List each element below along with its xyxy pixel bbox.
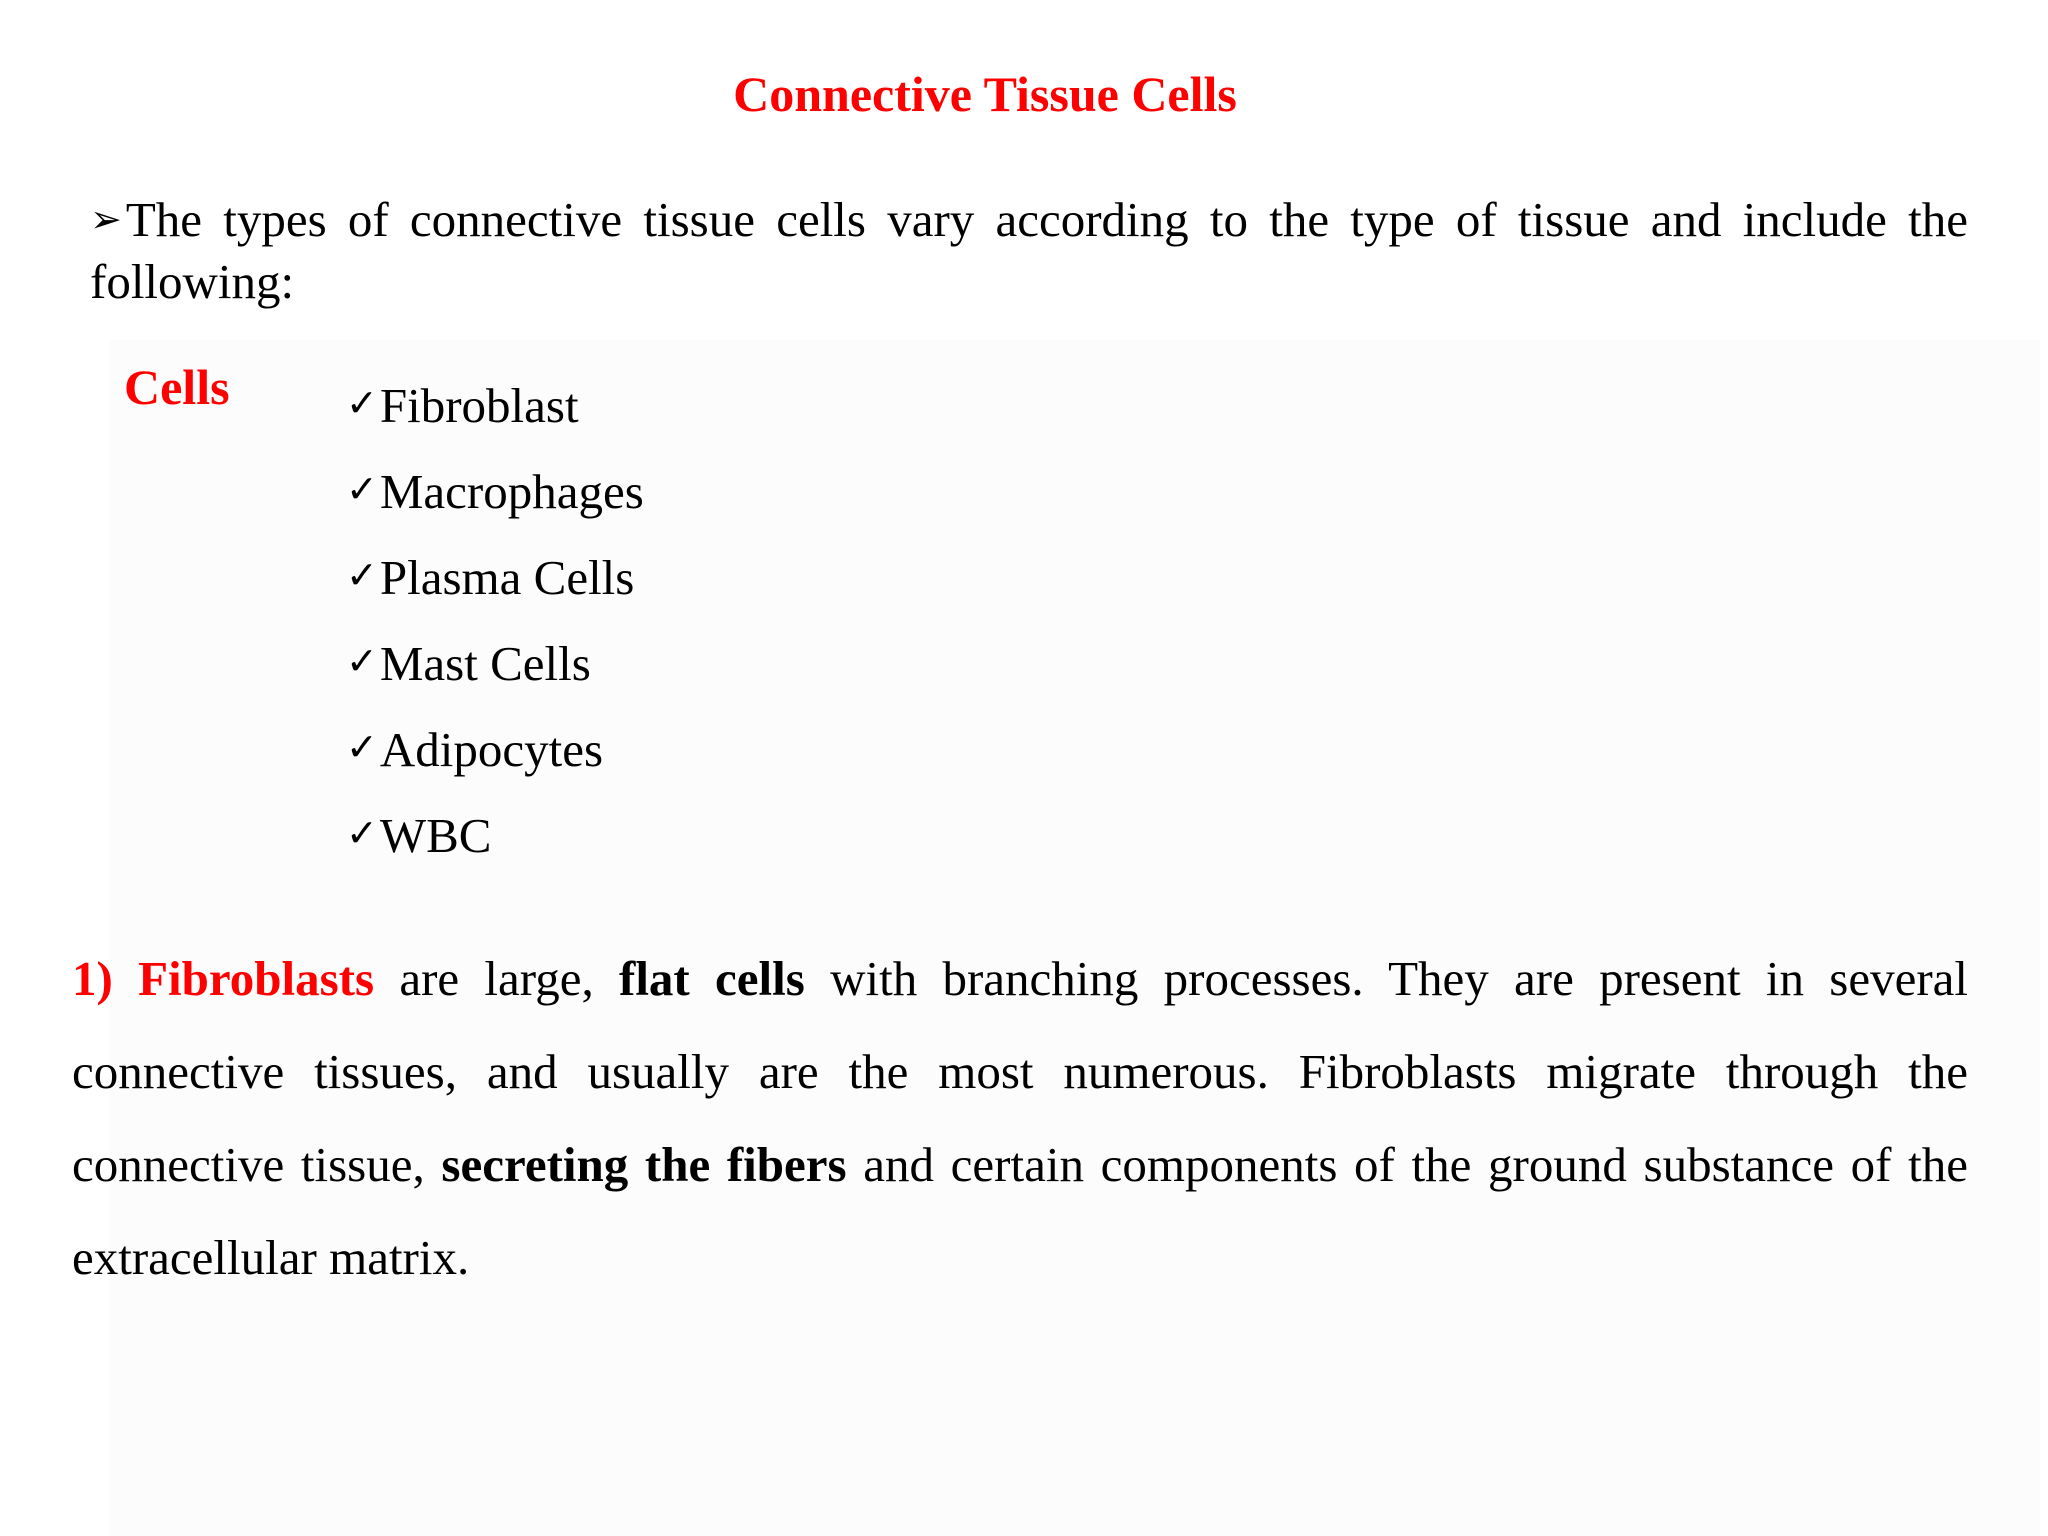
- list-item: [346, 803, 644, 889]
- fibroblast-paragraph: [72, 932, 1968, 1304]
- paragraph-emphasis: flat cells: [619, 951, 805, 1006]
- intro-text: The types of connective tissue cells vary according to the type of tissue and include the following:: [90, 192, 1968, 309]
- cell-list: [346, 373, 644, 889]
- cell-name: WBC: [379, 808, 492, 863]
- paragraph-emphasis: secreting the fibers: [441, 1137, 847, 1192]
- paragraph-text: and certain components of the ground substance of the extracellular matrix.: [72, 1137, 1968, 1285]
- cells-label: Cells: [124, 359, 230, 415]
- cell-name: Adipocytes: [379, 722, 604, 777]
- checkmark-icon: ✓: [346, 467, 378, 511]
- cell-name: Fibroblast: [379, 378, 579, 433]
- checkmark-icon: ✓: [346, 381, 378, 425]
- cell-name: Plasma Cells: [379, 550, 635, 605]
- paragraph-text: are large,: [374, 951, 619, 1006]
- list-item: [346, 631, 644, 717]
- list-item: [346, 717, 644, 803]
- paragraph-lead: 1) Fibroblasts: [72, 951, 375, 1006]
- slide-title: Connective Tissue Cells: [733, 66, 1237, 122]
- checkmark-icon: ✓: [346, 725, 378, 769]
- paragraph-text: with branching processes. They are present in several connective tissues, and usually are the most numerous. Fibroblasts migrate through the connective tissue,: [72, 951, 1968, 1192]
- checkmark-icon: ✓: [346, 811, 378, 855]
- list-item: [346, 373, 644, 459]
- arrow-bullet-icon: ➢: [90, 197, 122, 241]
- checkmark-icon: ✓: [346, 639, 378, 683]
- list-item: [346, 459, 644, 545]
- cell-name: Macrophages: [379, 464, 644, 519]
- cell-name: Mast Cells: [379, 636, 591, 691]
- list-item: [346, 545, 644, 631]
- checkmark-icon: ✓: [346, 553, 378, 597]
- intro-bullet: [90, 188, 1968, 313]
